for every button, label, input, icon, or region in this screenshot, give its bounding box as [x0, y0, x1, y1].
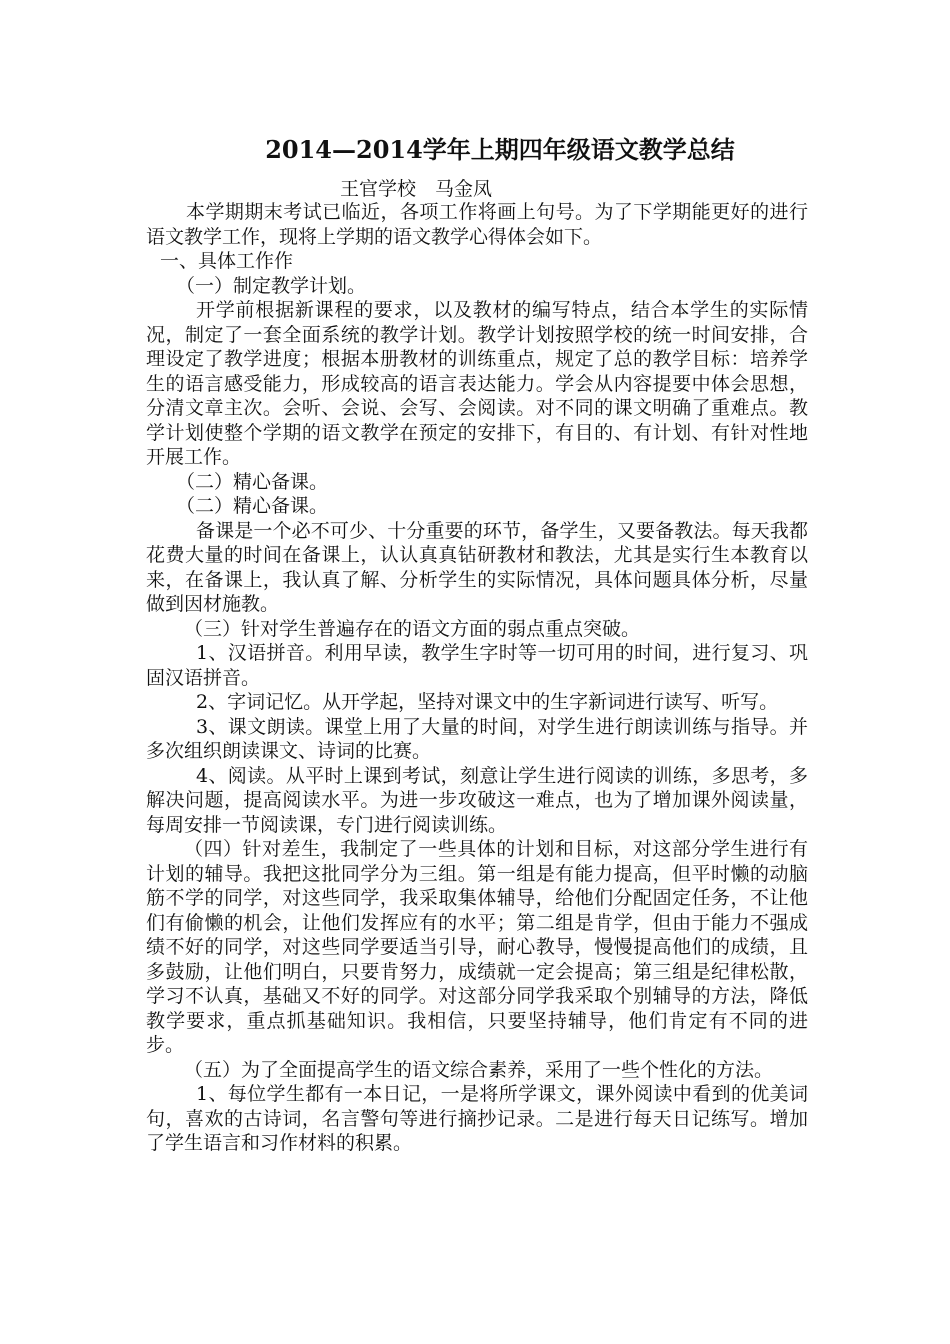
document-title: 2014—2014学年上期四年级语文教学总结	[265, 135, 735, 164]
list-item: 4、阅读。从平时上课到考试，刻意让学生进行阅读的训练，多思考，多解决问题，提高阅读水平。为进一步攻破这一难点，也为了增加课外阅读量，每周安排一节阅读课，专门进行阅读训练。	[146, 764, 808, 836]
paragraph: 备课是一个必不可少、十分重要的环节，备学生，又要备教法。每天我都花费大量的时间在备课上，认认真真钻研教材和教法，尤其是实行生本教育以来，在备课上，我认真了解、分析学生的实际情况，具体问题具体分析，尽量做到因材施教。	[146, 519, 808, 615]
document-body	[146, 200, 808, 1156]
list-item: 3、课文朗读。课堂上用了大量的时间，对学生进行朗读训练与指导。并多次组织朗读课文、诗词的比赛。	[146, 715, 808, 762]
section-heading: 一、具体工作作	[160, 250, 294, 272]
list-item: 2、字词记忆。从开学起，坚持对课文中的生字新词进行读写、听写。	[196, 691, 779, 713]
list-item: 1、汉语拼音。利用早读，教学生字时等一切可用的时间，进行复习、巩固汉语拼音。	[146, 642, 808, 689]
paragraph: 开学前根据新课程的要求，以及教材的编写特点，结合本学生的实际情况，制定了一套全面系统的教学计划。教学计划按照学校的统一时间安排，合理设定了教学进度；根据本册教材的训练重点，规定了总的教学目标：培养学生的语言感受能力，形成较高的语言表达能力。学会从内容提要中体会思想，分清文章主次。会听、会说、会写、会阅读。对不同的课文明确了重难点。教学计划使整个学期的语文教学在预定的安排下，有目的、有计划、有针对性地开展工作。	[146, 299, 808, 468]
subsection-heading: （二）精心备课。	[176, 470, 329, 493]
subsection-heading: （三）针对学生普遍存在的语文方面的弱点重点突破。	[184, 617, 641, 640]
subsection-heading: （二）精心备课。	[176, 495, 329, 517]
paragraph: （五）为了全面提高学生的语文综合素养，采用了一些个性化的方法。	[184, 1058, 774, 1081]
author-line: 王官学校 马金凤	[340, 178, 493, 200]
subsection-heading: （一）制定教学计划。	[176, 274, 367, 297]
paragraph: （四）针对差生，我制定了一些具体的计划和目标，对这部分学生进行有计划的辅导。我把这批同学分为三组。第一组是有能力提高，但平时懒的动脑筋不学的同学，对这些同学，我采取集体辅导，给他们分配固定任务，不让他们有偷懒的机会，让他们发挥应有的水平；第二组是肯学，但由于能力不强成绩不好的同学，对这些同学要适当引导，耐心教导，慢慢提高他们的成绩，且多鼓励，让他们明白，只要肯努力，成绩就一定会提高；第三组是纪律松散，学习不认真，基础又不好的同学。对这部分同学我采取个别辅导的方法，降低教学要求，重点抓基础知识。我相信，只要坚持辅导，他们肯定有不同的进步。	[146, 838, 808, 1056]
intro-paragraph: 本学期期末考试已临近，各项工作将画上句号。为了下学期能更好的进行语文教学工作，现将上学期的语文教学心得体会如下。	[146, 201, 808, 248]
list-item: 1、每位学生都有一本日记，一是将所学课文，课外阅读中看到的优美词句，喜欢的古诗词，名言警句等进行摘抄记录。二是进行每天日记练写。增加了学生语言和习作材料的积累。	[146, 1083, 808, 1154]
